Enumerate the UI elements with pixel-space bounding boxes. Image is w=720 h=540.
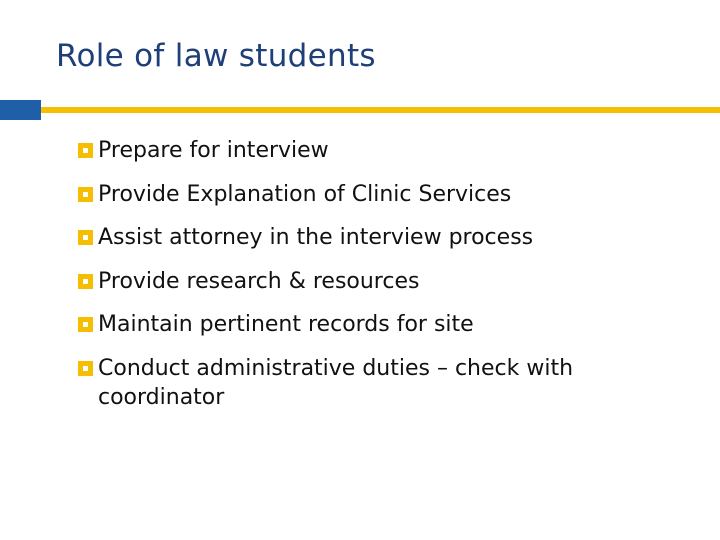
bullet-item <box>78 180 698 209</box>
square-bullet-icon <box>78 274 93 289</box>
bullet-text: Conduct administrative duties – check with coordinator <box>98 355 574 410</box>
bullet-text: Provide Explanation of Clinic Services <box>98 181 512 207</box>
bullet-text: Provide research & resources <box>98 268 420 294</box>
square-bullet-icon <box>78 143 93 158</box>
bullet-text: Prepare for interview <box>98 138 329 163</box>
bullet-item <box>78 310 698 339</box>
bullet-list <box>78 136 698 426</box>
bullet-item <box>78 136 698 165</box>
square-bullet-icon <box>78 317 93 332</box>
square-bullet-icon <box>78 230 93 245</box>
accent-bar <box>0 100 720 120</box>
bullet-item <box>78 223 698 252</box>
bullet-text: Assist attorney in the interview process <box>98 225 534 250</box>
accent-bar-blue-block <box>0 100 41 120</box>
accent-bar-gold-line <box>41 107 720 113</box>
bullet-text: Maintain pertinent records for site <box>98 312 474 337</box>
square-bullet-icon <box>78 187 93 202</box>
bullet-item <box>78 267 698 296</box>
slide-title: Role of law students <box>56 38 376 74</box>
bullet-item <box>78 354 698 412</box>
square-bullet-icon <box>78 361 93 376</box>
